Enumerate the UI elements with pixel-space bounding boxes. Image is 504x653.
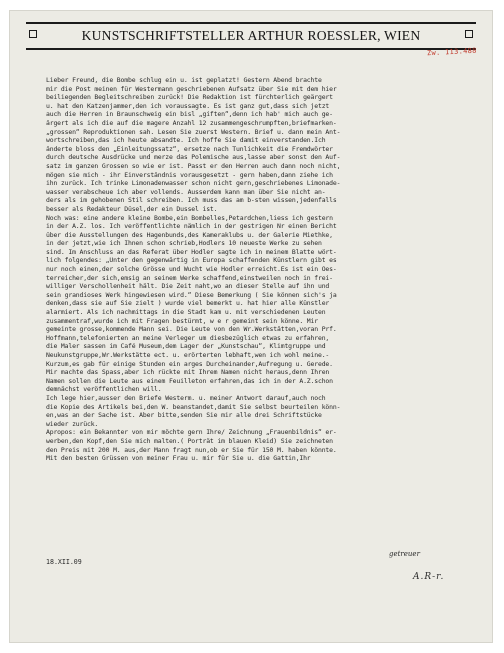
letter-line: satz im ganzen Grossen so wie er ist. Passt er den Herren auch dann noch nicht, <box>46 161 341 170</box>
letter-line: nur noch einen,der solche Grösse und Wucht wie Hodler erreicht.Es ist ein Oes- <box>46 265 337 274</box>
letter-line: beiliegenden Begleitschreiben zurück! Die Redaktion ist fürchterlich geärgert <box>46 93 333 102</box>
letter-line: zusammentraf,wurde ich mit Fragen bestürmt, w e r gemeint sein könne. Mir <box>46 316 318 325</box>
letter-line: ihn zurück. Ich trinke Limonadenwasser schon nicht gern,geschriebenes Limonade- <box>46 179 341 188</box>
letter-line: williger Verschollenheit hält. Die Zeit naht,wo an dieser Stelle auf ihn und <box>46 282 330 291</box>
letter-line: Namen sollen die Leute aus einem Feuilleton erfahren,das ich in der A.Z.schon <box>46 376 333 385</box>
letter-line: mögen sie mich - ihr Einverständnis vorausgesetzt - gern haben,dann ziehe ich <box>46 170 333 179</box>
letter-line: lich folgendes: „Unter den gegenwärtig in Europa schaffenden Künstlern gibt es <box>46 256 337 265</box>
letter-line: wortschreiben,das ich heute absandte. Ich hoffe Sie damit einverstanden.Ich <box>46 136 326 145</box>
letter-line: Neukunstgruppe,Wr.Werkstätte ect. u. erörterten lebhaft,wen ich wohl meine.- <box>46 351 330 359</box>
letter-line: alarmiert. Als ich nachmittags in die Stadt kam u. mit verschiedenen Leuten <box>46 308 326 317</box>
letter-line: denken,dass sie auf Sie zielt ) wurde viel bemerkt u. hat hier alle Künstler <box>46 299 330 308</box>
letter-line: die Kopie des Artikels bei,den W. beanstandet,damit Sie selbst beurteilen könn- <box>46 402 341 411</box>
letter-line: den Preis mit 200 M. aus,der Mann fragt nun,ob er Sie für 150 M. haben könnte. <box>46 445 337 454</box>
letter-line: ders als im gehobenen Stil schreiben. Ich muss das am b-sten wissen,jedenfalls <box>46 196 337 205</box>
letterhead-ornament-right <box>465 30 473 38</box>
letter-line: Mit den besten Grüssen von meiner Frau u. mir für Sie u. die Gattin,Ihr <box>46 454 311 463</box>
letter-line: „grossen“ Reproduktionen sah. Lesen Sie zuerst Western. Brief u. dann mein Ant- <box>46 127 341 136</box>
letter-line: Ich lege hier,ausser den Briefe Westerm. u. meiner Antwort darauf,auch noch <box>46 393 326 402</box>
letter-page <box>9 10 493 643</box>
letter-line: werben,den Kopf,den Sie mich malten.( Porträt im blauen Kleid) Sie zeichneten <box>46 436 333 445</box>
letter-line: ärgert als ich die auf die magere Anzahl 12 zusammengeschrumpften,briefmarken- <box>46 118 337 127</box>
letter-line: in der A.Z. los. Ich veröffentlichte nämlich in der gestrigen Nr einen Bericht <box>46 222 337 231</box>
letter-line: die Maler sassen im Café Museum,dem Lager der „Kunstschau“, Klimtgruppe und <box>46 342 326 351</box>
letter-line: in der jetzt,wie ich Ihnen schon schrieb,Hodlers 10 neueste Werke zu sehen <box>46 239 322 248</box>
letter-line: durch deutsche Ausdrücke und merze das Polemische aus,lasse aber sonst den Auf- <box>46 153 341 162</box>
archive-mark: Zw. 113.488 <box>427 46 478 58</box>
letter-line: gemeinte grosse,kommende Mann sei. Die Leute von den Wr.Werkstätten,voran Prf. <box>46 325 337 334</box>
letter-line: demnächst veröffentlichen will. <box>46 385 162 394</box>
letter-line: en,was an der Sache ist. Aber bitte,senden Sie mir alle drei Schriftstücke <box>46 411 322 420</box>
letter-line: u. hat den Katzenjammer,den ich voraussagte. Es ist ganz gut,dass sich jetzt <box>46 101 330 110</box>
letter-line: terreicher,der sich,emsig an seinem Werke schaffend,einstweilen noch in frei- <box>46 273 333 282</box>
letter-line: sein grandioses Werk hingewiesen wird.“ Diese Bemerkung ( Sie können sich's ja <box>46 290 337 299</box>
letter-line: mir die Post meinen für Westermann geschriebenen Aufsatz über Sie mit dem hier <box>46 84 337 93</box>
letterhead-title: KUNSTSCHRIFTSTELLER ARTHUR ROESSLER, WIEN <box>81 28 421 43</box>
letter-line: Apropos: ein Bekannter von mir möchte gern Ihre/ Zeichnung „Frauenbildnis“ er- <box>46 428 337 437</box>
letter-line: Hoffmann,telefonierten an meine Verleger um diesbezüglich etwas zu erfahren, <box>46 333 330 342</box>
letter-line: sind. Im Anschluss an das Referat über Hodler sagte ich in meinem Blatte wört- <box>46 247 337 256</box>
letterhead-ornament-left <box>29 30 37 38</box>
letter-line: wieder zurück. <box>46 419 99 428</box>
letter-body <box>46 76 486 463</box>
letter-line: auch die Herren in Braunschweig ein bisl „giften“,denn ich hab' mich auch ge- <box>46 110 333 119</box>
letter-line: besser als Redakteur Düsel,der ein Dussel ist. <box>46 204 218 213</box>
letter-date: 18.XII.09 <box>46 558 82 566</box>
letter-line: Mir machte das Spass,aber ich rückte mit Ihrem Namen nicht heraus,denn Ihren <box>46 368 330 377</box>
letter-line: Noch was: eine andere kleine Bombe,ein Bombelles,Petardchen,liess ich gestern <box>46 213 333 222</box>
letterhead <box>26 22 476 50</box>
signature-initials: A.R-r. <box>413 572 445 582</box>
letter-line: Lieber Freund, die Bombe schlug ein u. ist geplatzt! Gestern Abend brachte <box>46 76 322 84</box>
signature-closing: getreuer <box>389 550 420 558</box>
letter-line: wasser verabscheue ich aber vollends. Ausserdem kann man über Sie nicht an- <box>46 187 326 196</box>
letter-line: über die Ausstellungen des Hagenbunds,des Kameraklubs u. der Galerie Miethke, <box>46 230 333 239</box>
letter-line: Kurzum,es gab für einige Stunden ein arges Durcheinander,Aufregung u. Gerede. <box>46 359 333 368</box>
letter-line: änderte bloss den „Einleitungssatz“, ersetze nach Tunlichkeit die Fremdwörter <box>46 144 333 153</box>
